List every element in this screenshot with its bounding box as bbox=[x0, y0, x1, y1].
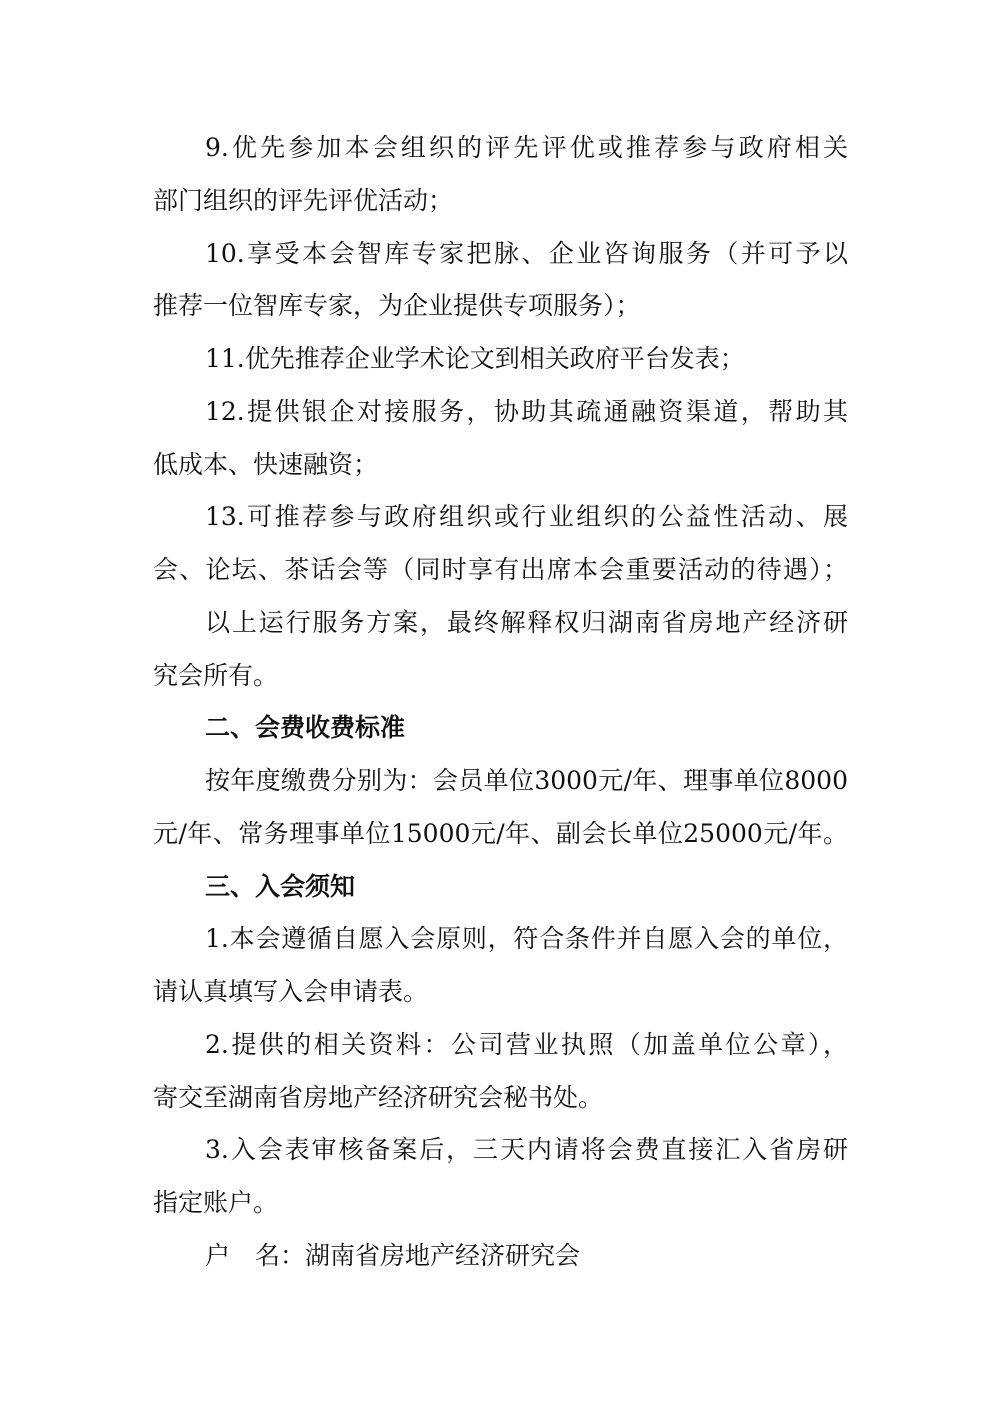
text-line: 推荐一位智库专家，为企业提供专项服务）； bbox=[153, 291, 641, 321]
text-line: 13.可推荐参与政府组织或行业组织的公益性活动、展 bbox=[205, 502, 848, 532]
text-line: 请认真填写入会申请表。 bbox=[153, 977, 429, 1007]
text-line: 12.提供银企对接服务，协助其疏通融资渠道，帮助其 bbox=[205, 396, 848, 426]
text-line: 10.享受本会智库专家把脉、企业咨询服务（并可予以 bbox=[205, 238, 848, 268]
text-line: 以上运行服务方案，最终解释权归湖南省房地产经济研 bbox=[205, 607, 848, 637]
text-line: 户 名：湖南省房地产经济研究会 bbox=[205, 1240, 581, 1270]
text-line: 部门组织的评先评优活动； bbox=[153, 185, 454, 215]
text-line: 指定账户。 bbox=[153, 1188, 279, 1218]
text-line: 元/年、常务理事单位15000元/年、副会长单位25000元/年。 bbox=[153, 818, 848, 848]
text-line: 1.本会遵循自愿入会原则，符合条件并自愿入会的单位， bbox=[205, 924, 848, 954]
text-line: 低成本、快速融资； bbox=[153, 449, 379, 479]
section-heading: 三、入会须知 bbox=[205, 871, 356, 901]
text-line: 11.优先推荐企业学术论文到相关政府平台发表； bbox=[205, 344, 745, 374]
section-heading: 二、会费收费标准 bbox=[205, 713, 406, 743]
text-line: 究会所有。 bbox=[153, 660, 279, 690]
text-line: 3.入会表审核备案后，三天内请将会费直接汇入省房研 bbox=[205, 1135, 848, 1165]
text-line: 寄交至湖南省房地产经济研究会秘书处。 bbox=[153, 1082, 604, 1112]
text-line: 按年度缴费分别为：会员单位3000元/年、理事单位8000 bbox=[205, 766, 848, 796]
text-line: 9.优先参加本会组织的评先评优或推荐参与政府相关 bbox=[205, 133, 848, 162]
text-line: 2.提供的相关资料：公司营业执照（加盖单位公章）， bbox=[205, 1029, 848, 1059]
text-line: 会、论坛、茶话会等（同时享有出席本会重要活动的待遇）； bbox=[153, 555, 848, 585]
